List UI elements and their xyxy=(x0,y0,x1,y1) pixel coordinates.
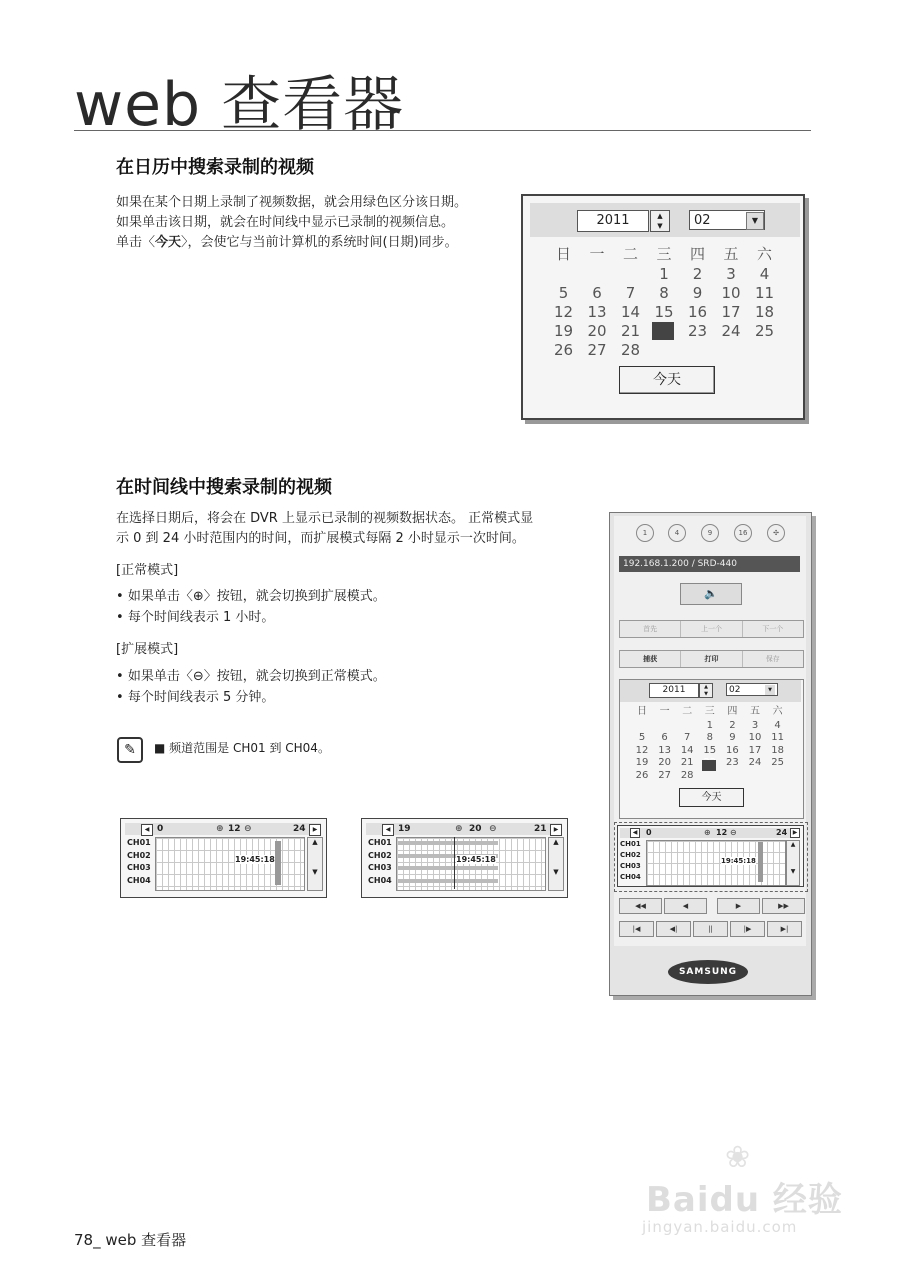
normal-bullet-2: • 每个时间线表示 1 小时。 xyxy=(116,608,274,628)
speaker-icon: 🔈 xyxy=(704,587,718,600)
rewind-button[interactable]: ◀ xyxy=(664,898,707,914)
weekday-header: 三 xyxy=(656,245,672,263)
timeline-time: 19:45:18 xyxy=(456,855,496,864)
calendar-day[interactable]: 9 xyxy=(729,732,736,744)
calendar-day[interactable]: 14 xyxy=(620,303,641,321)
calendar-day[interactable]: 4 xyxy=(774,720,781,731)
split-16-button[interactable]: 16 xyxy=(734,524,752,542)
dvr-timeline-grid[interactable] xyxy=(646,840,786,886)
split-4-button[interactable]: 4 xyxy=(668,524,686,542)
record-marker xyxy=(758,842,763,882)
calendar-day[interactable]: 21 xyxy=(680,757,694,769)
record-bar xyxy=(398,841,498,845)
section1-line-3: 单击〈今天〉，会使它与当前计算机的系统时间(日期)同步。 xyxy=(116,235,458,250)
fullscreen-button[interactable]: ✣ xyxy=(767,524,785,542)
play-button[interactable]: ▶ xyxy=(717,898,760,914)
calendar-day[interactable]: 15 xyxy=(703,744,717,756)
channel-label: CH04 xyxy=(368,876,392,885)
dvr-timeline-widget xyxy=(617,825,804,887)
calendar-day[interactable]: 28 xyxy=(620,341,641,359)
go-start-button[interactable]: |◀ xyxy=(619,921,654,937)
calendar-day[interactable]: 24 xyxy=(721,322,741,340)
dvr-timeline-header xyxy=(620,828,800,838)
channel-label: CH02 xyxy=(368,851,392,860)
timeline-start: 19 xyxy=(398,824,411,834)
timeline-mid: 12 xyxy=(228,824,241,834)
first-button[interactable]: 首先 xyxy=(620,621,681,637)
year-input[interactable]: 2011 xyxy=(577,210,649,232)
calendar-day[interactable]: 8 xyxy=(706,732,713,744)
nav-button-row xyxy=(619,620,804,638)
page-title: web 查看器 xyxy=(74,70,405,140)
calendar-day[interactable]: 27 xyxy=(658,769,671,781)
seek-controls xyxy=(619,898,805,914)
step-back-button[interactable]: ◀| xyxy=(656,921,691,937)
calendar-day[interactable]: 12 xyxy=(635,744,649,756)
dvr-year-spinner[interactable]: ▲ ▼ xyxy=(699,683,713,698)
weekday-header: 六 xyxy=(756,245,772,263)
expand-mode-label: [扩展模式] xyxy=(116,642,179,657)
timeline-expanded-header xyxy=(366,823,562,835)
watermark-sub: jingyan.baidu.com xyxy=(642,1218,798,1236)
weekday-header: 日 xyxy=(555,245,571,263)
step-forward-button[interactable]: |▶ xyxy=(730,921,765,937)
calendar-day[interactable]: 17 xyxy=(721,303,741,321)
calendar-day[interactable]: 11 xyxy=(771,732,784,744)
capture-button[interactable]: 捕获 xyxy=(620,651,681,667)
timeline-end: 21 xyxy=(534,824,547,834)
channel-label: CH01 xyxy=(368,838,392,847)
samsung-logo: SAMSUNG xyxy=(668,960,748,984)
calendar-day[interactable]: 19 xyxy=(635,757,649,769)
section1-line-1: 如果在某个日期上录制了视频数据，就会用绿色区分该日期。 xyxy=(116,195,468,210)
action-button-row xyxy=(619,650,804,668)
zoom-out-icon[interactable]: ⊖ xyxy=(489,824,497,834)
normal-mode-label: [正常模式] xyxy=(116,563,179,578)
zoom-out-icon[interactable]: ⊖ xyxy=(244,824,252,834)
print-button[interactable]: 打印 xyxy=(681,651,742,667)
section2-intro xyxy=(116,509,596,549)
split-9-button[interactable]: 9 xyxy=(701,524,719,542)
channel-label: CH02 xyxy=(620,851,641,859)
channel-label: CH01 xyxy=(127,838,151,847)
calendar-day[interactable]: 27 xyxy=(587,341,607,359)
expand-bullet-1: • 如果单击〈⊖〉按钮，就会切换到正常模式。 xyxy=(116,667,386,687)
record-marker xyxy=(275,841,281,885)
dvr-year-input[interactable]: 2011 xyxy=(649,683,699,698)
timeline-start: 0 xyxy=(646,828,652,837)
weekday-header: 五 xyxy=(750,706,760,717)
section1-heading: 在日历中搜索录制的视频 xyxy=(116,157,314,178)
chevron-down-icon[interactable]: ▼ xyxy=(746,212,764,230)
calendar-day[interactable]: 7 xyxy=(625,284,636,302)
zoom-out-icon[interactable]: ⊖ xyxy=(730,828,737,837)
calendar-day[interactable]: 23 xyxy=(687,322,708,340)
calendar-day[interactable]: 10 xyxy=(721,284,741,302)
calendar-day[interactable]: 18 xyxy=(771,744,784,756)
calendar-day[interactable]: 21 xyxy=(620,322,641,340)
weekday-header: 四 xyxy=(727,706,738,717)
weekday-header: 六 xyxy=(772,706,783,717)
weekday-header: 一 xyxy=(589,245,605,263)
calendar-day[interactable]: 2 xyxy=(692,265,703,283)
calendar-day[interactable]: 3 xyxy=(726,265,736,283)
title-divider xyxy=(74,130,811,131)
calendar-day[interactable]: 5 xyxy=(638,732,646,744)
pause-button[interactable]: || xyxy=(693,921,728,937)
calendar-day[interactable]: 25 xyxy=(754,322,775,340)
prev-arrow-icon[interactable]: ◀ xyxy=(141,824,153,836)
calendar-day[interactable]: 16 xyxy=(726,744,739,756)
expand-bullet-2: • 每个时间线表示 5 分钟。 xyxy=(116,688,274,708)
zoom-in-icon[interactable]: ⊕ xyxy=(455,824,463,834)
paw-icon: ❀ xyxy=(725,1140,751,1175)
calendar-day[interactable]: 17 xyxy=(748,744,762,756)
dvr-address: 192.168.1.200 / SRD-440 xyxy=(619,556,800,572)
split-1-button[interactable]: 1 xyxy=(636,524,654,542)
save-button[interactable]: 保存 xyxy=(765,655,780,663)
channel-label: CH03 xyxy=(620,862,641,870)
timeline-time: 19:45:18 xyxy=(235,855,275,864)
section2-intro-line-1: 在选择日期后，将会在 DVR 上显示已录制的视频数据状态。 正常模式显 xyxy=(116,511,534,526)
channel-label: CH03 xyxy=(368,863,392,872)
calendar-day[interactable]: 1 xyxy=(706,720,713,731)
section1-text xyxy=(116,193,511,253)
calendar-day[interactable]: 19 xyxy=(553,322,574,340)
calendar-day[interactable]: 3 xyxy=(751,720,759,731)
calendar-day[interactable]: 16 xyxy=(687,303,708,321)
zoom-in-icon[interactable]: ⊕ xyxy=(216,824,224,834)
watermark-main: Baidu 经验 xyxy=(646,1180,843,1220)
calendar-day[interactable]: 8 xyxy=(659,284,669,302)
calendar-day[interactable]: 1 xyxy=(659,265,669,283)
section2-intro-line-2: 示 0 到 24 小时范围内的时间，而扩展模式每隔 2 小时显示一次时间。 xyxy=(116,531,525,546)
weekday-header: 三 xyxy=(704,706,715,717)
calendar-day[interactable]: 28 xyxy=(680,769,694,781)
calendar-day[interactable]: 12 xyxy=(553,303,574,321)
calendar-day[interactable]: 6 xyxy=(592,284,602,302)
calendar-day[interactable]: 9 xyxy=(692,284,703,302)
section2-heading: 在时间线中搜索录制的视频 xyxy=(116,477,332,498)
prev-button[interactable]: 上一个 xyxy=(681,621,742,637)
record-bar xyxy=(398,879,498,883)
calendar-day[interactable]: 10 xyxy=(748,732,762,744)
year-spinner[interactable]: ▲ ▼ xyxy=(650,210,670,232)
fast-rewind-button[interactable]: ◀◀ xyxy=(619,898,662,914)
dvr-timeline-scrollbar[interactable]: ▲ ▼ xyxy=(786,840,800,886)
timeline-end: 24 xyxy=(776,828,788,837)
next-arrow-icon[interactable]: ▶ xyxy=(309,824,321,836)
weekday-header: 四 xyxy=(689,245,705,263)
next-arrow-icon[interactable]: ▶ xyxy=(790,828,800,838)
weekday-header: 日 xyxy=(637,706,647,717)
normal-bullet-1: • 如果单击〈⊕〉按钮，就会切换到扩展模式。 xyxy=(116,587,386,607)
calendar-day[interactable]: 25 xyxy=(771,757,784,769)
prev-arrow-icon[interactable]: ◀ xyxy=(382,824,394,836)
timeline-scrollbar[interactable]: ▲ ▼ xyxy=(307,837,323,891)
today-button[interactable]: 今天 xyxy=(619,366,715,394)
channel-label: CH01 xyxy=(620,840,641,848)
month-select[interactable]: 02 xyxy=(689,210,765,230)
calendar-day[interactable]: 26 xyxy=(553,341,574,359)
selected-date-highlight xyxy=(652,322,674,340)
timeline-mid: 12 xyxy=(716,828,728,837)
calendar-day[interactable]: 20 xyxy=(658,757,671,769)
weekday-header: 五 xyxy=(723,245,739,263)
calendar-day[interactable]: 6 xyxy=(661,732,668,744)
note-icon: ✎ xyxy=(117,737,143,763)
calendar-day[interactable]: 26 xyxy=(635,769,649,781)
weekday-header: 二 xyxy=(682,706,693,717)
section1-line-2: 如果单击该日期，就会在时间线中显示已录制的视频信息。 xyxy=(116,215,455,230)
zoom-in-icon[interactable]: ⊕ xyxy=(704,828,711,837)
calendar-day[interactable]: 24 xyxy=(748,757,762,769)
dvr-today-button[interactable]: 今天 xyxy=(679,788,744,807)
timeline-scrollbar[interactable]: ▲ ▼ xyxy=(548,837,564,891)
page-footer: 78_ web 查看器 xyxy=(74,1231,187,1249)
calendar-day[interactable]: 23 xyxy=(726,757,739,769)
next-arrow-icon[interactable]: ▶ xyxy=(550,824,562,836)
calendar-day[interactable]: 11 xyxy=(754,284,775,302)
time-cursor xyxy=(454,837,455,889)
calendar-day[interactable]: 15 xyxy=(654,303,674,321)
timeline-normal-widget xyxy=(120,818,327,898)
calendar-day[interactable]: 20 xyxy=(587,322,607,340)
timeline-time: 19:45:18 xyxy=(721,857,756,865)
calendar-day[interactable]: 18 xyxy=(754,303,775,321)
calendar-day[interactable]: 7 xyxy=(684,732,691,744)
chevron-down-icon[interactable]: ▼ xyxy=(765,685,775,695)
dvr-selected-date-highlight xyxy=(702,760,716,771)
timeline-end: 24 xyxy=(293,824,306,834)
weekday-header: 一 xyxy=(659,706,670,717)
timeline-expanded-widget xyxy=(361,818,568,898)
timeline-normal-header xyxy=(125,823,321,835)
go-end-button[interactable]: ▶| xyxy=(767,921,802,937)
prev-arrow-icon[interactable]: ◀ xyxy=(630,828,640,838)
fast-forward-button[interactable]: ▶▶ xyxy=(762,898,805,914)
note-text: ■ 频道范围是 CH01 到 CH04。 xyxy=(154,741,330,755)
calendar-day[interactable]: 2 xyxy=(729,720,736,731)
channel-label: CH03 xyxy=(127,863,151,872)
calendar-day[interactable]: 13 xyxy=(587,303,607,321)
calendar-day[interactable]: 5 xyxy=(558,284,569,302)
seek-gap xyxy=(709,898,715,912)
record-bar xyxy=(398,866,498,870)
channel-label: CH02 xyxy=(127,851,151,860)
calendar-day[interactable]: 13 xyxy=(658,744,671,756)
frame-controls xyxy=(619,921,802,937)
timeline-start: 0 xyxy=(157,824,164,834)
timeline-mid: 20 xyxy=(469,824,482,834)
timeline-normal-grid[interactable] xyxy=(155,837,305,891)
next-button[interactable]: 下一个 xyxy=(762,625,784,633)
channel-label: CH04 xyxy=(620,873,641,881)
speaker-button[interactable] xyxy=(680,583,742,605)
channel-label: CH04 xyxy=(127,876,151,885)
calendar-day[interactable]: 4 xyxy=(759,265,770,283)
dvr-month-select[interactable]: 02 xyxy=(726,683,778,696)
weekday-header: 二 xyxy=(622,245,638,263)
calendar-day[interactable]: 14 xyxy=(680,744,694,756)
